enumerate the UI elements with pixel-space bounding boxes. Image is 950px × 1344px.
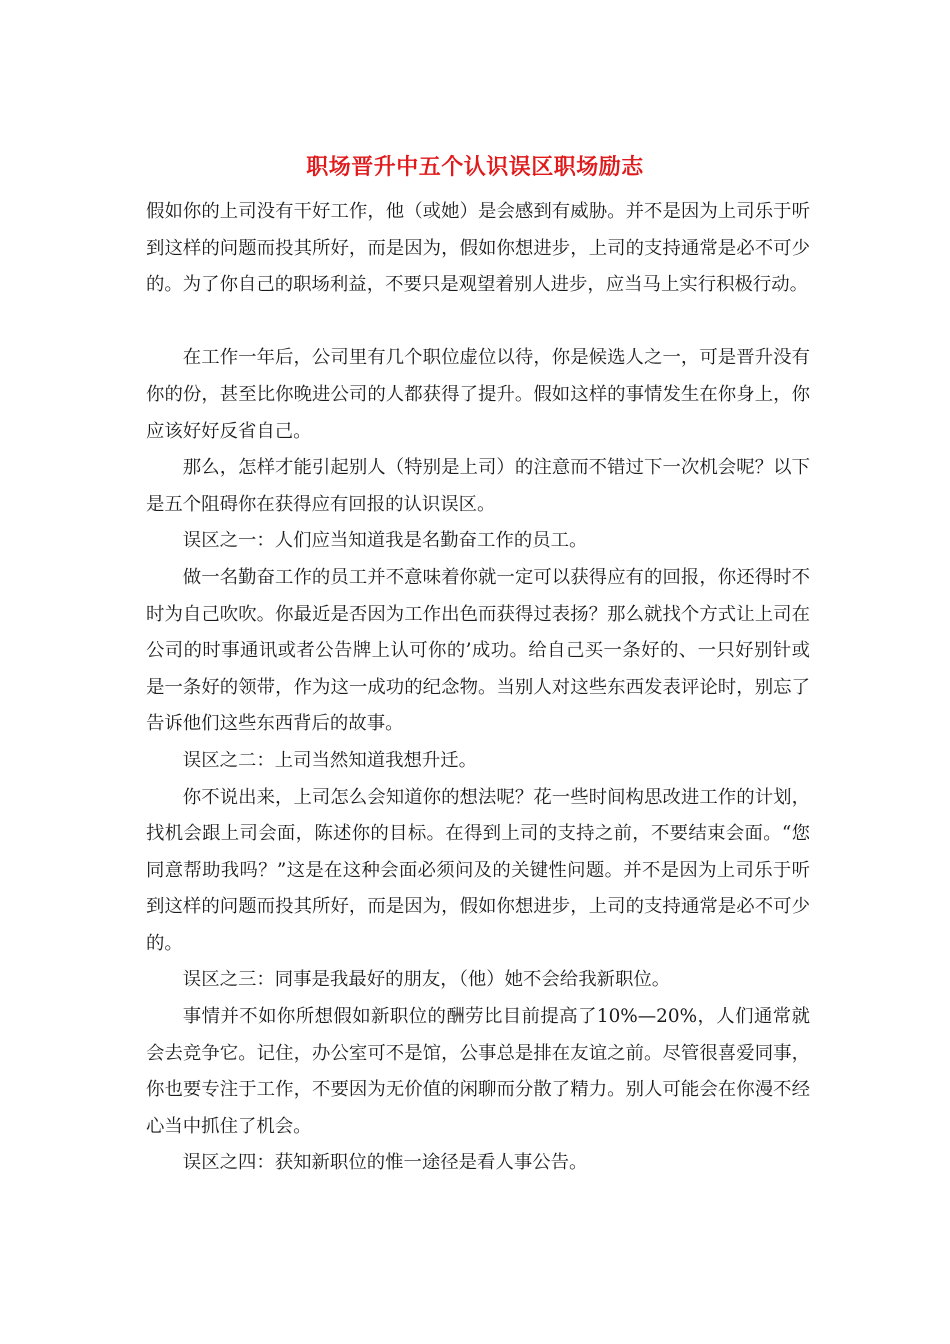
myth-heading-4: 误区之四：获知新职位的惟一途径是看人事公告。 [182,1152,588,1174]
paragraph-1: 假如你的上司没有干好工作，他（或她）是会感到有威胁。并不是因为上司乐于听到这样的问题而投其所好，而是因为，假如你想进步，上司的支持通常是必不可少的。为了你自己的职场利益，不要只是观望着别人进步，应当马上实行积极行动。 [146,201,810,296]
myth-heading-3: 误区之三：同事是我最好的朋友，（他）她不会给我新职位。 [182,969,671,991]
paragraph-3: 那么，怎样才能引起别人（特别是上司）的注意而不错过下一次机会呢？以下是五个阻碍你在获得应有回报的认识误区。 [146,457,810,515]
document-title: 职场晋升中五个认识误区职场励志 [306,155,644,180]
paragraph-5: 你不说出来，上司怎么会知道你的想法呢？花一些时间构思改进工作的计划，找机会跟上司会面，陈述你的目标。在得到上司的支持之前，不要结束会面。“您同意帮助我吗？”这是在这种会面必须问及的关键性问题。并不是因为上司乐于听到这样的问题而投其所好，而是因为，假如你想进步，上司的支持通常是必不可少的。 [146,786,810,954]
paragraph-6: 事情并不如你所想假如新职位的酬劳比目前提高了10%—20%，人们通常就会去竞争它。记住，办公室可不是馆，公事总是排在友谊之前。尽管很喜爱同事，你也要专注于工作，不要因为无价值的闲聊而分散了精力。别人可能会在你漫不经心当中抓住了机会。 [146,1006,810,1137]
paragraph-gap [146,304,810,341]
paragraph-4: 做一名勤奋工作的员工并不意味着你就一定可以获得应有的回报，你还得时不时为自己吹吹。你最近是否因为工作出色而获得过表扬？那么就找个方式让上司在公司的时事通讯或者公告牌上认可你的’成功。给自己买一条好的、一只好别针或是一条好的领带，作为这一成功的纪念物。当别人对这些东西发表评论时，别忘了告诉他们这些东西背后的故事。 [146,566,810,735]
myth-heading-2: 误区之二：上司当然知道我想升迁。 [182,749,478,771]
myth-heading-1: 误区之一：人们应当知道我是名勤奋工作的员工。 [182,530,588,552]
paragraph-2: 在工作一年后，公司里有几个职位虚位以待，你是候选人之一，可是晋升没有你的份，甚至比你晚进公司的人都获得了提升。假如这样的事情发生在你身上，你应该好好反省自己。 [146,347,810,442]
document-body [146,194,810,1182]
